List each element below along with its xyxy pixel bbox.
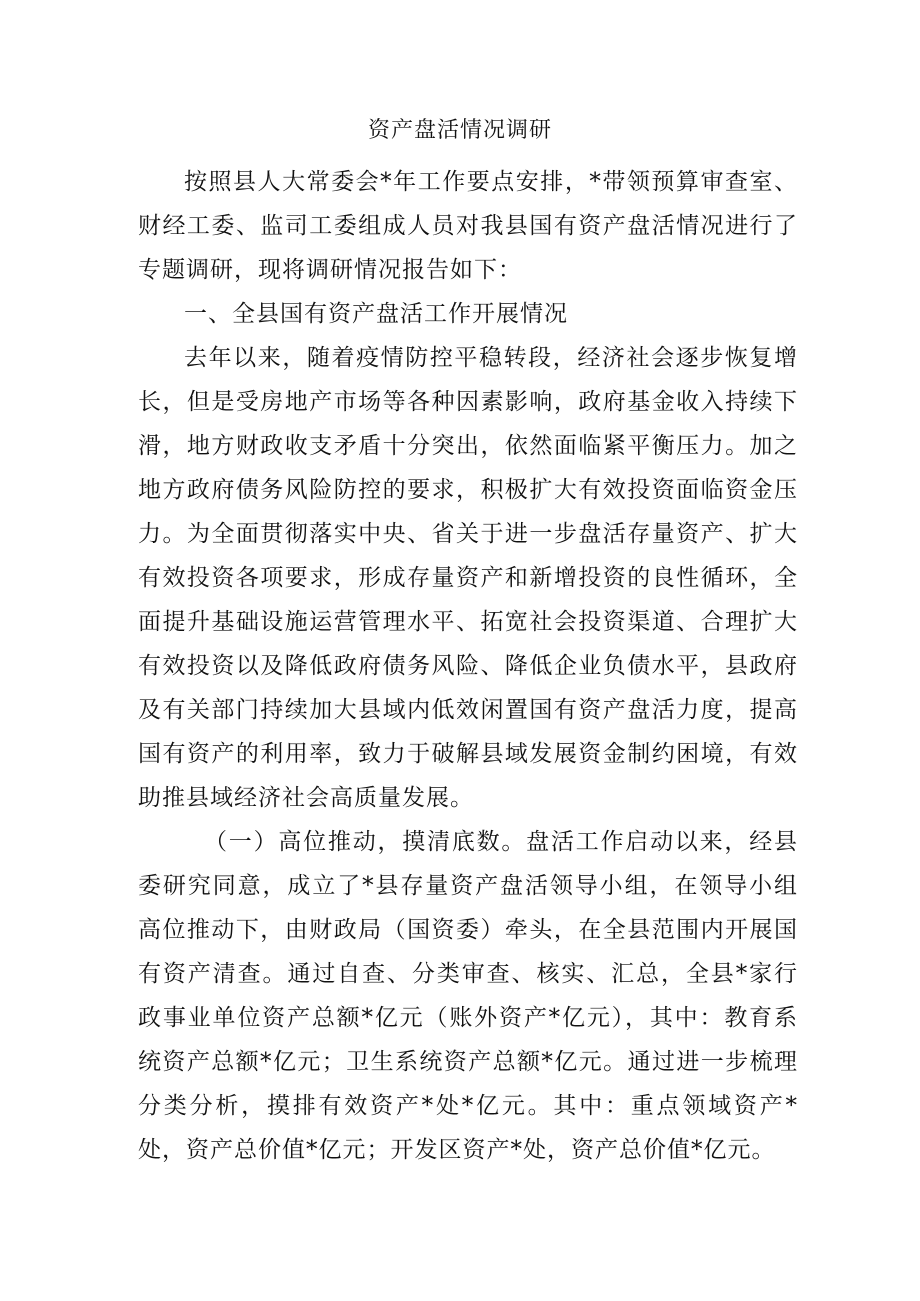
background-paragraph: 去年以来，随着疫情防控平稳转段，经济社会逐步恢复增长，但是受房地产市场等各种因素影响，政府基金收入持续下滑，地方财政收支矛盾十分突出，依然面临紧平衡压力。加之地方政府债务风险防控的要求，积极扩大有效投资面临资金压力。为全面贯彻落实中央、省关于进一步盘活存量资产、扩大有效投资各项要求，形成存量资产和新增投资的良性循环，全面提升基础设施运营管理水平、拓宽社会投资渠道、合理扩大有效投资以及降低政府债务风险、降低企业负债水平，县政府及有关部门持续加大县域内低效闲置国有资产盘活力度，提高国有资产的利用率，致力于破解县域发展资金制约困境，有效助推县域经济社会高质量发展。 [138, 345, 798, 811]
document-title: 资产盘活情况调研 [367, 118, 552, 143]
document-body [138, 160, 798, 1172]
subsection-paragraph: （一）高位推动，摸清底数。盘活工作启动以来，经县委研究同意，成立了*县存量资产盘活领导小组，在领导小组高位推动下，由财政局（国资委）牵头，在全县范围内开展国有资产清查。通过自查、分类审查、核实、汇总，全县*家行政事业单位资产总额*亿元（账外资产*亿元），其中：教育系统资产总额*亿元；卫生系统资产总额*亿元。通过进一步梳理分类分析，摸排有效资产*处*亿元。其中：重点领域资产*处，资产总价值*亿元；开发区资产*处，资产总价值*亿元。 [138, 829, 798, 1163]
section-heading: 一、全县国有资产盘活工作开展情况 [184, 301, 568, 327]
intro-paragraph: 按照县人大常委会*年工作要点安排，*带领预算审查室、财经工委、监司工委组成人员对我县国有资产盘活情况进行了专题调研，现将调研情况报告如下： [138, 169, 798, 283]
